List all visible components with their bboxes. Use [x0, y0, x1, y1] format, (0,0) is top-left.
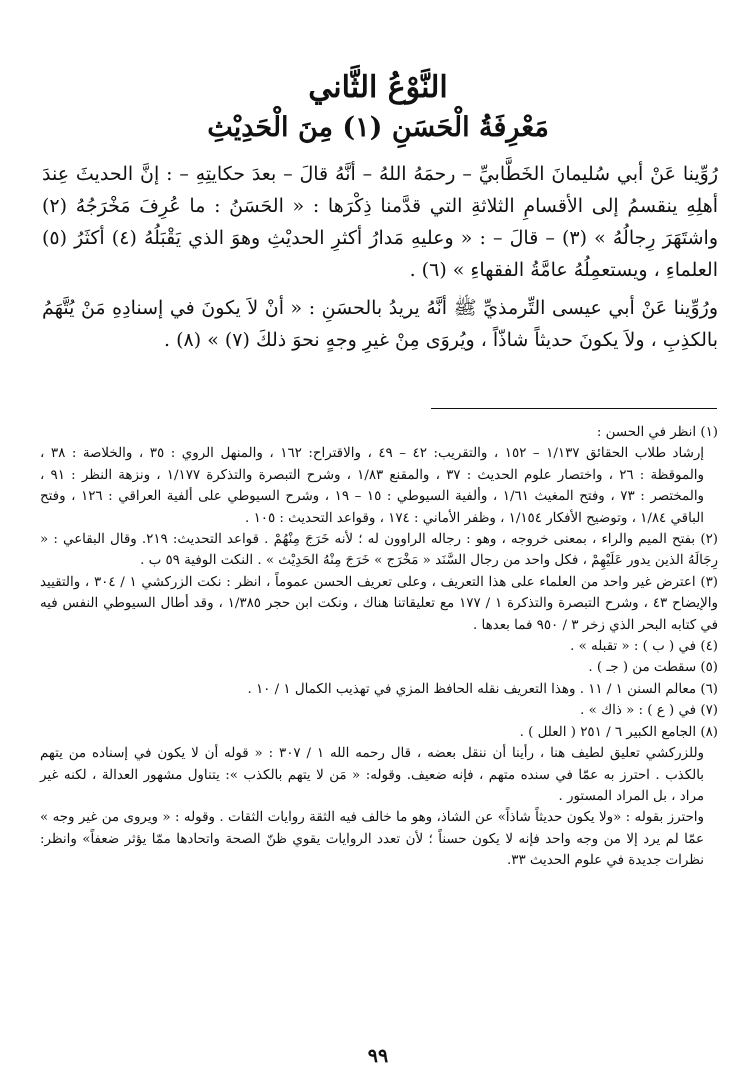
footnote: [40, 529, 718, 572]
footnote-number: (٤): [700, 639, 718, 655]
footnote: [40, 657, 718, 678]
page-number: ٩٩: [367, 1045, 389, 1067]
footnote-text: اعترض غير واحد من العلماء على هذا التعريف ، وعلى تعريف الحسن عموماً ، انظر : نكت الزركشي ١ / ٣٠٤ ، والتقييد والإيضاح ٤٣ ، وشرح التبصرة والتذكرة ١ / ١٧٧ مع تعليقاتنا هناك ، ونكت ابن حجر ١/٣٨٥ ، وقد أطال السيوطي النفس فيه في كتابه البحر الذي زخر ٣ / ٩٥٠ فما بعدها .: [40, 574, 718, 633]
footnote: [40, 722, 718, 872]
footnote-text: في ( ب ) : « تقبله » .: [570, 639, 697, 655]
footnote: [40, 572, 718, 636]
footnote-text: معالم السنن ١ / ١١ . وهذا التعريف نقله الحافظ المزي في تهذيب الكمال ١ / ١٠ .: [247, 681, 697, 697]
footnote: [40, 700, 718, 721]
chapter-title: مَعْرِفَةُ الْحَسَنِ (١) مِنَ الْحَدِيْثِ: [207, 112, 549, 143]
footnote: [40, 422, 718, 529]
footnote-number: (٦): [700, 681, 718, 697]
chapter-type-heading: النَّوْعُ الثَّاني: [308, 70, 448, 105]
footnote-text: بفتح الميم والراء ، بمعنى خروجه ، وهو : رجاله الراوون له ؛ لأنه خَرَجَ مِنْهُمْ . قواعد التحديث: ٢١٩. وقال البقاعي : « رِجَالَهُ الذين يدور عَلَيْهِمْ ، فكل واحد من رجال السَّنَد « مَخْرَج » خَرَجَ مِنْهُ الحَدِيْث » . النكت الوفية ٥٩ ب .: [40, 532, 718, 569]
footnote-text: وللزركشي تعليق لطيف هنا ، رأينا أن ننقل بعضه ، قال رحمه الله ١ / ٣٠٧ : « قوله أن لا يكون في إسناده من يتهم بالكذب . احترز به عمّا في سنده متهم ، فإنه ضعيف. وقوله: « مَن لا يتهم بالكذب »: يتناول مشهور العدالة ، لكنه غير مراد ، بل المراد المستور .: [40, 746, 705, 804]
paragraph: رُوِّينا عَنْ أبي سُليمانَ الخَطَّابيِّ – رحمَهُ اللهُ – أنَّهُ قالَ – بعدَ حكايتِهِ – : إنَّ الحديثَ عِندَ أهلِهِ ينقسمُ إلى الأقسامِ الثلاثةِ التي قدَّمنا ذِكْرَها : « الحَسَنُ : ما عُرِفَ مَخْرَجُهُ (٢) واشتَهَرَ رِجالُهُ » (٣) – قالَ – : « وعليهِ مَدارُ أكثرِ الحديْثِ وهوَ الذي يَقْبَلُهُ (٤) أكثَرُ (٥) العلماءِ ، ويستعمِلُهُ عامَّةُ الفقهاءِ » (٦) .: [42, 163, 718, 281]
footnote-number: (٢): [700, 532, 718, 548]
footnote-number: (٧): [700, 703, 718, 719]
paragraph: ورُوِّينا عَنْ أبي عيسى التِّرمذيِّ ﷺ أنَّهُ يريدُ بالحسَنِ : « أنْ لاَ يكونَ في إسنادِهِ مَنْ يُتَّهَمُ بالكذِبِ ، ولاَ يكونَ حديثاً شاذّاً ، ويُروَى مِنْ غيرِ وجهٍ نحوَ ذلكَ (٧) » (٨) .: [42, 297, 718, 351]
footnote-text: الجامع الكبير ٦ / ٢٥١ ( العلل ) .: [519, 724, 697, 740]
footnote-text: في ( ع ) : « ذاك » .: [580, 703, 697, 719]
main-text: [42, 158, 718, 356]
footnote-separator: [431, 408, 717, 409]
footnote-number: (٥): [700, 660, 718, 676]
footnotes: [40, 422, 718, 872]
footnote-number: (٣): [700, 574, 718, 590]
footnote-number: (١): [700, 425, 718, 440]
footnote: [40, 679, 718, 700]
footnote-text: إرشاد طلاب الحقائق ١/١٣٧ – ١٥٢ ، والتقريب: ٤٢ – ٤٩ ، والاقتراح: ١٦٢ ، والمنهل الروي : ٣٥ ، والخلاصة : ٣٨ ، والموقظة : ٢٦ ، واختصار علوم الحديث : ٣٧ ، والمقنع ١/٨٣ ، وشرح التبصرة والتذكرة ١/١٧٧ ، ونزهة النظر : ٩١ ، والمختصر : ٧٣ ، وفتح المغيث ١/٦١ ، وألفية السيوطي : ١٥ – ١٩ ، وشرح السيوطي على ألفية العراقي : ١٢٦ ، وفتح الباقي ١/٨٤ ، وتوضيح الأفكار ١/١٥٤ ، وظفر الأماني : ١٧٤ ، وقواعد التحديث : ١٠٥ .: [40, 446, 705, 526]
footnote: [40, 636, 718, 657]
footnote-text: انظر في الحسن :: [596, 425, 697, 440]
footnote-number: (٨): [700, 724, 718, 740]
footnote-text: واحترز بقوله : «ولا يكون حديثاً شاذاً» عن الشاذ، وهو ما خالف فيه الثقة روايات الثقات . وقوله : « ويروى من غير وجه » عمّا لم يرد إلا من وجه واحد فإنه لا يكون حسناً ؛ لأن تعدد الروايات يقوي ظنّ الصحة واتحادها ممّا يؤثر ضعفاً» وانظر: نظرات جديدة في علوم الحديث ٣٣.: [40, 810, 704, 869]
footnote-text: سقطت من ( جـ ) .: [588, 660, 697, 676]
